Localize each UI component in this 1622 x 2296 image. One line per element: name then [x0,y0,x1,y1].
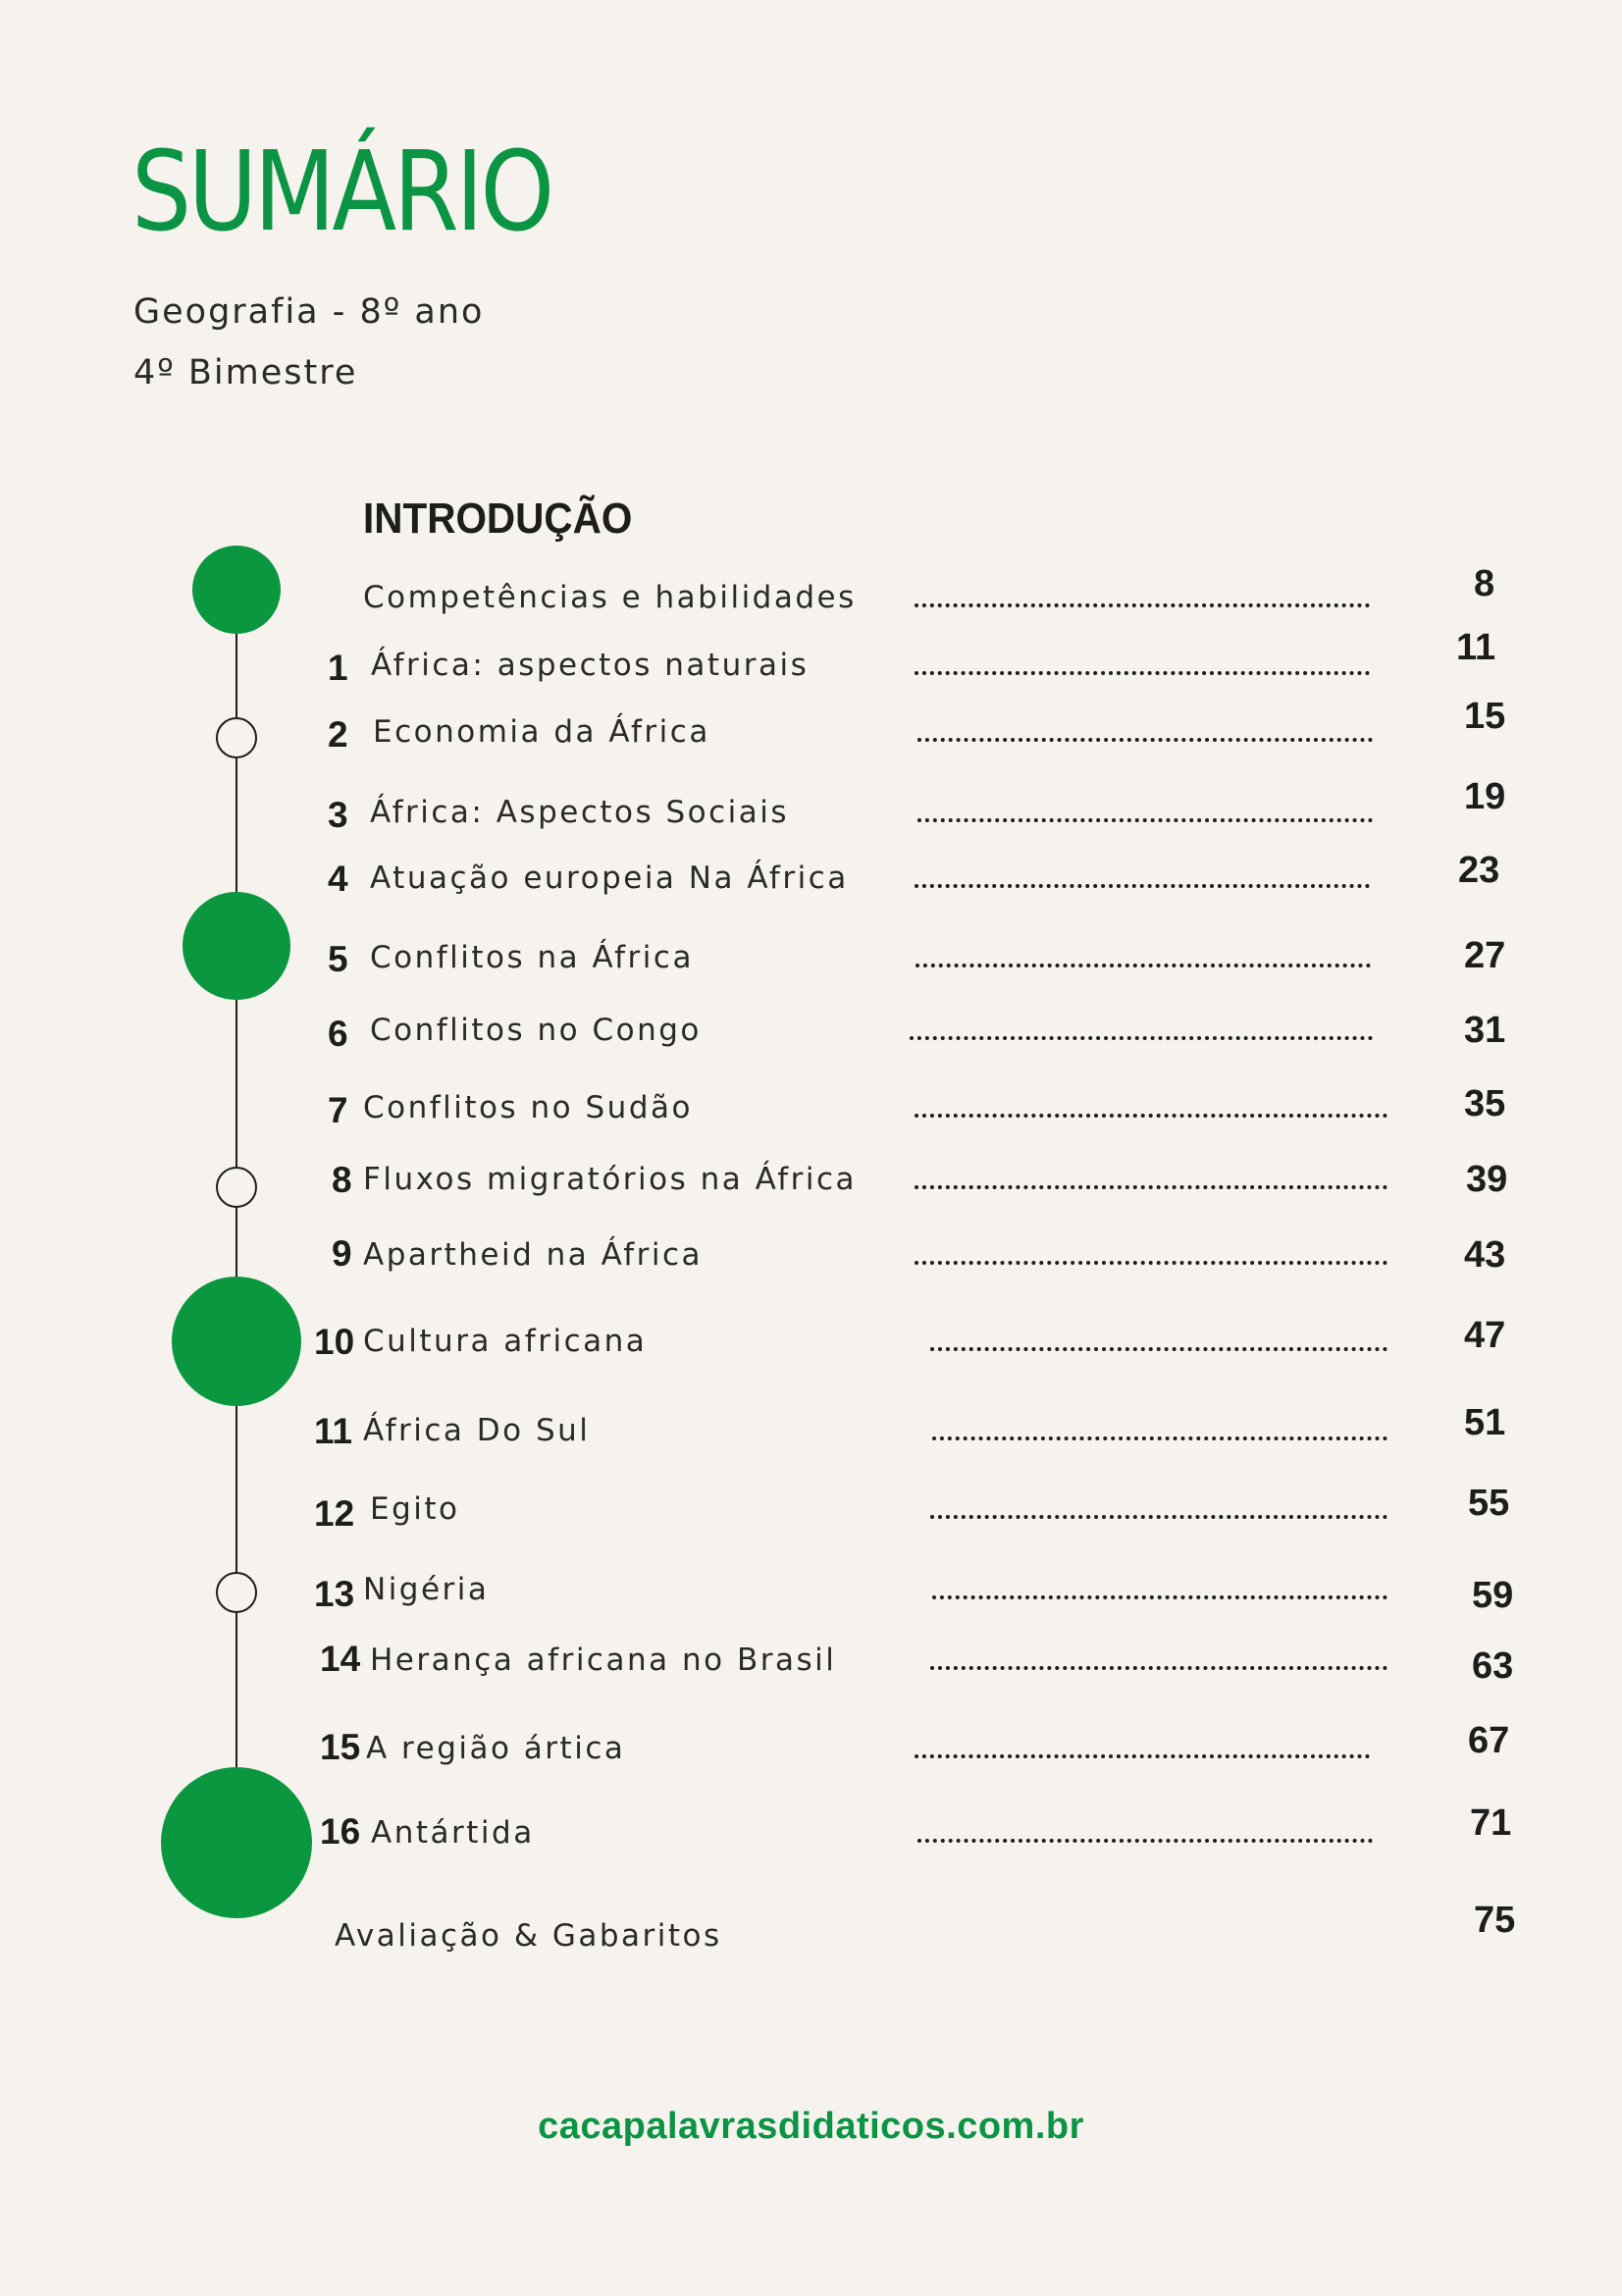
dot-leader [915,1114,1387,1118]
toc-entry-label: Nigéria [363,1572,490,1607]
toc-entry-number: 15 [320,1727,361,1767]
toc-entry-page: 35 [1464,1083,1506,1124]
toc-entry[interactable] [0,1558,1622,1617]
toc-entry[interactable] [0,926,1622,985]
toc-entry-number: 5 [328,939,348,979]
toc-entry-label: Avaliação & Gabaritos [335,1918,722,1954]
subtitle-term: 4º Bimestre [133,353,358,392]
dot-leader [915,1185,1387,1189]
toc-entry[interactable] [0,1801,1622,1860]
dot-leader [910,1036,1373,1040]
toc-entry-page: 47 [1464,1315,1506,1356]
toc-entry-number: 7 [328,1090,348,1130]
dot-leader [915,1261,1387,1265]
dot-leader [932,1595,1387,1599]
toc-entry-number: 13 [314,1574,355,1614]
toc-entry-page: 8 [1474,563,1495,604]
toc-entry-label: Competências e habilidades [363,580,857,615]
toc-entry-number: 14 [320,1639,361,1679]
dot-leader [917,738,1373,742]
toc-entry-page: 67 [1468,1720,1510,1761]
toc-entry-page: 55 [1468,1483,1510,1524]
toc-entry-label: Egito [370,1491,460,1527]
toc-entry[interactable] [0,1629,1622,1688]
toc-entry[interactable] [0,999,1622,1058]
toc-entry-number: 4 [328,859,348,899]
dot-leader [917,818,1373,822]
dot-leader [932,1436,1387,1440]
toc-entry[interactable] [0,1148,1622,1207]
toc-entry-label: Cultura africana [363,1324,648,1359]
dot-leader [915,1754,1370,1758]
toc-entry-label: África: aspectos naturais [371,648,810,683]
dot-leader [930,1515,1387,1519]
toc-entry-label: Conflitos no Congo [370,1013,702,1048]
dot-leader [916,964,1371,967]
dot-leader [917,1839,1373,1843]
toc-entry-page: 63 [1472,1645,1514,1687]
toc-entry-number: 2 [328,714,348,755]
toc-entry-page: 31 [1464,1010,1506,1051]
toc-entry-page: 23 [1458,850,1500,891]
toc-entry-page: 11 [1456,627,1496,668]
toc-entry[interactable] [0,696,1622,759]
toc-entry-page: 27 [1464,935,1506,976]
toc-entry[interactable] [0,627,1622,693]
toc-entry-label: África: Aspectos Sociais [370,795,790,830]
page-title: SUMÁRIO [131,129,551,256]
toc-entry[interactable] [0,1076,1622,1135]
toc-entry-page: 71 [1470,1802,1512,1844]
toc-entry-number: 8 [332,1160,352,1200]
toc-entry-label: Antártida [371,1815,535,1851]
toc-entry[interactable] [0,1900,1622,1963]
dot-leader [930,1347,1387,1351]
section-heading: INTRODUÇÃO [363,495,633,543]
toc-entry-label: Conflitos no Sudão [363,1090,693,1125]
subtitle-subject: Geografia - 8º ano [133,292,485,332]
toc-entry[interactable] [0,1310,1622,1369]
toc-entry-number: 10 [314,1322,355,1362]
toc-entry-page: 15 [1464,696,1506,737]
toc-entry-number: 9 [332,1233,352,1274]
toc-entry[interactable] [0,847,1622,906]
toc-entry[interactable] [0,563,1622,625]
toc-entry-label: Conflitos na África [370,940,694,975]
toc-entry-page: 75 [1474,1900,1516,1941]
toc-entry-page: 39 [1466,1159,1508,1200]
toc-entry-label: Herança africana no Brasil [370,1643,837,1678]
toc-entry[interactable] [0,1717,1622,1776]
toc-entry-label: África Do Sul [363,1413,591,1448]
toc-entry-page: 51 [1464,1402,1506,1443]
toc-entry[interactable] [0,776,1622,840]
dot-leader [930,1666,1387,1670]
toc-entry-number: 3 [328,795,348,835]
toc-entry-number: 16 [320,1811,361,1852]
toc-entry-page: 59 [1472,1575,1514,1616]
dot-leader [915,884,1370,888]
toc-entry-number: 1 [328,648,348,688]
toc-entry-label: A região ártica [366,1731,626,1766]
toc-entry-page: 19 [1464,776,1506,817]
toc-entry-number: 12 [314,1493,355,1534]
toc-entry-page: 43 [1464,1234,1506,1276]
toc-entry-label: Atuação europeia Na África [370,861,849,896]
footer-url[interactable]: cacapalavrasdidaticos.com.br [538,2106,1084,2147]
toc-entry-number: 6 [328,1014,348,1054]
toc-entry-label: Economia da África [373,714,710,750]
dot-leader [915,671,1370,675]
toc-entry[interactable] [0,1478,1622,1537]
toc-entry-label: Fluxos migratórios na África [363,1162,858,1197]
toc-entry[interactable] [0,1399,1622,1458]
toc-entry[interactable] [0,1224,1622,1282]
dot-leader [915,603,1370,607]
toc-entry-number: 11 [314,1411,353,1451]
toc-entry-label: Apartheid na África [363,1237,704,1273]
